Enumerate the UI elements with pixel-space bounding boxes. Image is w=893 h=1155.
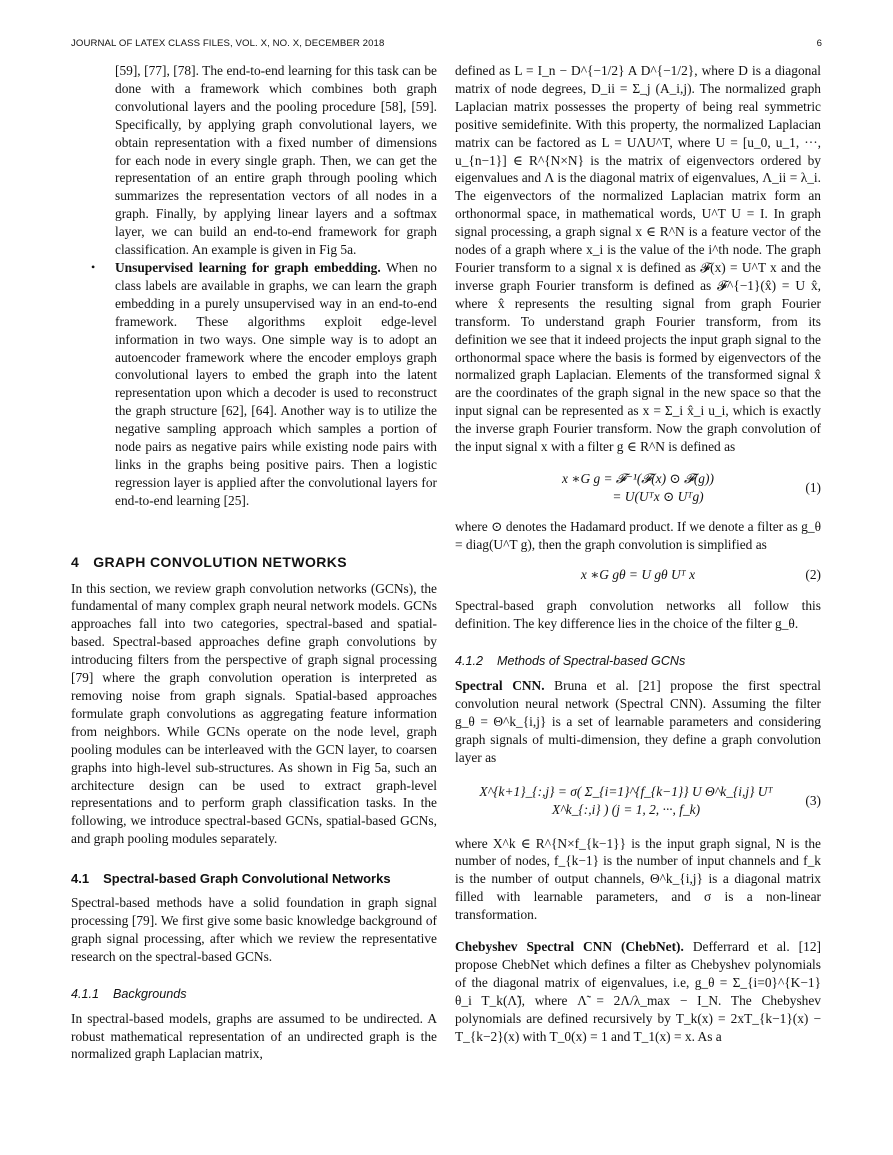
section-number: 4 xyxy=(71,553,80,570)
bullet2-text: When no class labels are available in graphs, we can learn the graph embedding in a purely unsupervised way in an end-to-end framework. These algorithms exploit edge-level information in two ways. One simple way is to adopt an autoencoder framework where the encoder employs graph convolutional layers to embed the graph into the latent representation upon which a decoder is used to reconstruct the graph structure [62], [64]. Another way is to utilize the negative sampling approach which samples a portion of node pairs as negative pairs while existing node pairs with links in the graphs being positive pairs. Then a logistic regression layer is applied after the convolutional layers for end-to-end learning [25]. xyxy=(115,259,438,508)
chebnet-paragraph xyxy=(455,938,821,1045)
subsubsection-number: 4.1.1 xyxy=(71,986,100,1001)
equation-3-body: X^{k+1}_{:,j} = σ( Σ_{i=1}^{f_{k−1}} U Θ^k_{i,j} Uᵀ X^k_{:,i} ) (j = 1, 2, ···, f_k) xyxy=(479,783,773,817)
subsubsection-number: 4.1.2 xyxy=(455,654,484,669)
bullet-dot-icon: • xyxy=(91,259,96,274)
spectral-cnn-text: Bruna et al. [21] propose the first spectral convolution neural network (Spectral CNN). Assuming the filter g_θ = Θ^k_{i,j} is a set of learnable parameters and considering graph signals of multi-dimension, they define a graph convolution layer as xyxy=(455,678,822,765)
subsection-heading-4-1 xyxy=(71,870,437,888)
bullet-item-continued xyxy=(115,62,437,259)
section4-paragraph: In this section, we review graph convolution networks (GCNs), the fundamental of many complex graph neural network models. GCNs approaches fall into two categories, spectral-based and spatial-based. Spectral-based approaches define graph convolutions by introducing filters from the perspective of graph signal processing [79] where the graph convolution operation is interpreted as removing noise from graph signals. Spatial-based approaches formulate graph convolutions as aggregating feature information from neighbors. While GCNs operate on the node level, graph pooling modules can be interleaved with the GCN layer, to coarsen graphs into high-level sub-structures. As shown in Fig 5a, such an architecture design can be used to extract graph-level representations and to perform graph classification tasks. In the following, we introduce spectral-based GCNs, spatial-based GCNs, and graph pooling modules separately. xyxy=(71,580,437,847)
equation-1-line2: = U(Uᵀx ⊙ Uᵀg) xyxy=(612,488,704,504)
left-column xyxy=(71,62,437,1063)
chebnet-title: Chebyshev Spectral CNN (ChebNet). xyxy=(455,939,684,955)
subsubsection-title: Backgrounds xyxy=(113,986,187,1001)
equation-2-number: (2) xyxy=(805,566,821,582)
definition-paragraph: Spectral-based graph convolution networks all follow this definition. The key difference lies in the choice of the filter g_θ. xyxy=(455,598,821,632)
laplacian-paragraph: defined as L = I_n − D^{−1/2} A D^{−1/2}, where D is a diagonal matrix of node degrees, D_ii = Σ_j (A_i,j). The normalized graph Laplacian matrix possesses the property of being real symmetric positive semidefinite. With this property, the normalized Laplacian matrix can be factored as L = UΛU^T, where U = [u_0, u_1, ···, u_{n−1}] ∈ R^{N×N} is the matrix of eigenvectors ordered by eigenvalues and Λ is the diagonal matrix of eigenvalues, Λ_ii = λ_i. The eigenvectors of the normalized Laplacian matrix form an orthonormal space, in mathematical words, U^T U = I. In graph signal processing, a graph signal x ∈ R^N is a feature vector of the nodes of a graph where x_i is the value of the i^th node. The graph Fourier transform to a signal x is defined as 𝓕(x) = U^T x and the inverse graph Fourier transform is defined as 𝓕^{−1}(x̂) = U x̂, where x̂ represents the resulting signal from graph Fourier transform. To understand graph Fourier transform, from its definition we see that it indeed projects the input graph signal to the orthonormal space where the basis is formed by eigenvectors of the normalized graph Laplacian. Elements of the transformed signal x̂ are the coordinates of the graph signal in the new space so that the input signal can be represented as x = Σ_i x̂_i u_i, which is exactly the inverse graph Fourier transform. Now the graph convolution of the input signal x with a filter g ∈ R^N is defined as xyxy=(455,63,821,455)
subsection41-paragraph: Spectral-based methods have a solid foundation in graph signal processing [79]. We first give some basic knowledge background of graph signal processing, after which we review the representative research on the spectral-based GCNs. xyxy=(71,895,437,964)
subsubsection-title: Methods of Spectral-based GCNs xyxy=(497,654,686,669)
bullet-item-unsupervised xyxy=(91,259,438,510)
subsubsection-heading-4-1-2 xyxy=(455,653,821,671)
equation-1-number: (1) xyxy=(805,479,821,495)
bullet2-title: Unsupervised learning for graph embedding. xyxy=(115,259,381,275)
subsection-title: Spectral-based Graph Convolutional Networks xyxy=(103,871,391,887)
equation-3 xyxy=(455,783,821,819)
spectral-cnn-paragraph xyxy=(455,677,821,767)
equation-3-number: (3) xyxy=(805,792,821,808)
chebnet-text: Defferrard et al. [12] propose ChebNet which defines a filter as Chebyshev polynomials of the diagonal matrix of eigenvalues, i.e, g_θ = Σ_{i=0}^{K−1} θ_i T_k(Λ̃), where Λ̃ = 2Λ/λ_max − I_N. The Chebyshev polynomials are defined recursively by T_k(x) = 2xT_{k−1}(x) − T_{k−2}(x) with T_0(x) = 1 and T_1(x) = x. As a xyxy=(455,939,821,1044)
spectral-cnn-explanation: where X^k ∈ R^{N×f_{k−1}} is the input graph signal, N is the number of nodes, f_{k−1} is the number of input channels and f_k is the number of output channels, Θ^k_{i,j} is a diagonal matrix filled with learnable parameters, and σ is a non-linear transformation. xyxy=(455,835,821,923)
bullet1-text: [59], [77], [78]. The end-to-end learning for this task can be done with a framework which combines both graph convolutional layers and the pooling procedure [58], [59]. Specifically, by applying graph convolutional layers, we obtain representation with a fixed number of dimensions for each node in every single graph. Then, we can get the representation of an entire graph through pooling which summarizes the representation vectors of all nodes in a graph. Finally, by applying linear layers and a softmax layer, we can build an end-to-end framework for graph classification. An example is given in Fig 5a. xyxy=(115,63,437,258)
equation-2 xyxy=(455,566,821,584)
subsection-number: 4.1 xyxy=(71,871,90,887)
equation-1 xyxy=(455,470,821,506)
section-heading-4 xyxy=(71,554,437,572)
right-column xyxy=(455,62,821,1046)
equation-1-line1: x ∗G g = 𝓕⁻¹(𝓕(x) ⊙ 𝓕(g)) xyxy=(562,470,714,486)
spectral-cnn-title: Spectral CNN. xyxy=(455,678,545,694)
backgrounds-paragraph: In spectral-based models, graphs are assumed to be undirected. A robust mathematical representation of an undirected graph is the normalized graph Laplacian matrix, xyxy=(71,1010,437,1062)
page-number: 6 xyxy=(816,38,822,49)
section-title: GRAPH CONVOLUTION NETWORKS xyxy=(93,553,348,570)
equation-2-body: x ∗G gθ = U gθ Uᵀ x xyxy=(580,566,696,582)
hadamard-paragraph: where ⊙ denotes the Hadamard product. If we denote a filter as g_θ = diag(U^T g), then the graph convolution is simplified as xyxy=(455,518,821,552)
running-header: JOURNAL OF LATEX CLASS FILES, VOL. X, NO. X, DECEMBER 2018 xyxy=(71,38,385,49)
subsubsection-heading-4-1-1 xyxy=(71,986,437,1004)
